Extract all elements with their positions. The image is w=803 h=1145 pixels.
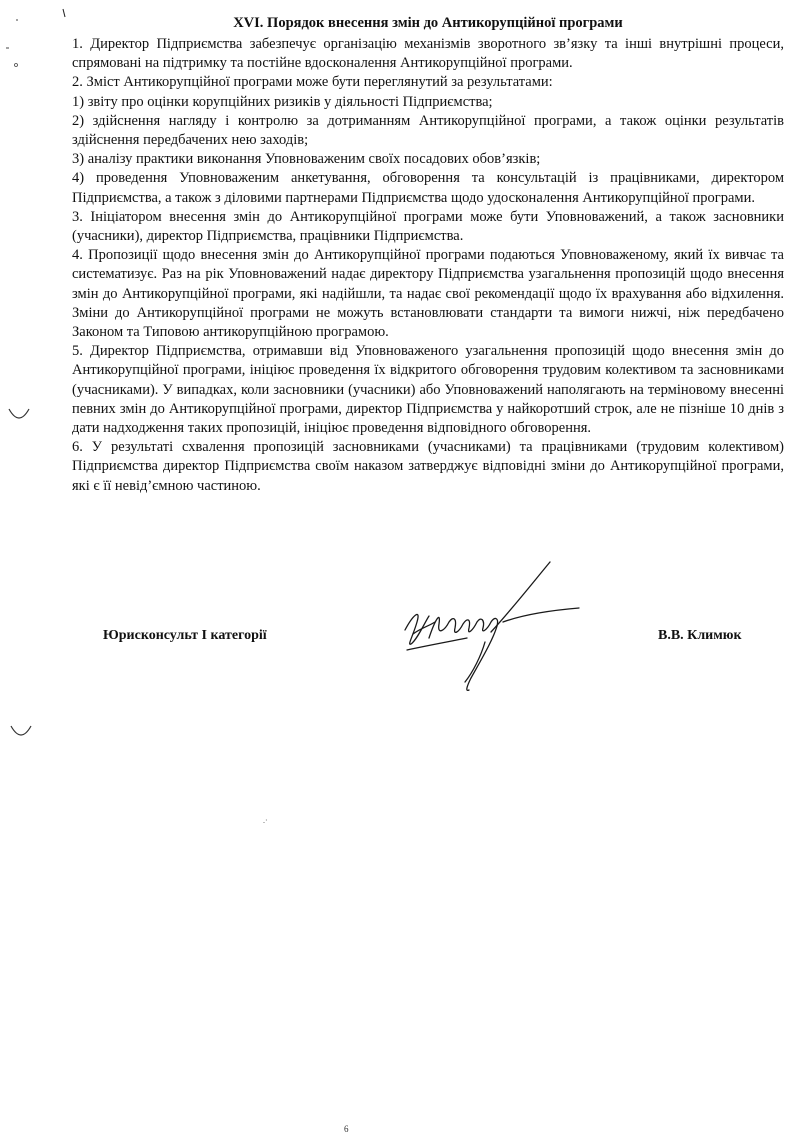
signature-block: [0, 560, 803, 700]
punch-hole-mark-icon: [6, 405, 32, 425]
paragraph: 4) проведення Уповноваженим анкетування, обговорення та консультацій із працівниками, директором Підприємства, а також з діловими партнерами Підприємства щодо удосконалення Антикорупційної програми.: [72, 170, 784, 206]
section-title: XVI. Порядок внесення змін до Антикорупційної програми: [233, 15, 623, 31]
handwritten-signature-icon: [395, 560, 590, 695]
paragraph: 5. Директор Підприємства, отримавши від Уповноваженого узагальнення пропозицій щодо внесення змін до Антикорупційної програми, ініціює проведення їх відкритого обговорення трудовим колективом та засновниками (учасниками). У випадках, коли засновники (учасники) або Уповноважений наполягають на терміновому внесенні певних змін до Антикорупційної програми, директор Підприємства у найкоротший строк, але не пізніше 10 днів з дати надходження таких пропозицій, ініціює проведення відповідного обговорення.: [72, 343, 784, 437]
paragraph: 2. Зміст Антикорупційної програми може бути переглянутий за результатами:: [72, 74, 553, 91]
paragraph: 3. Ініціатором внесення змін до Антикорупційної програми може бути Уповноважений, а також засновники (учасники), директор Підприємства, працівники Підприємства.: [72, 208, 784, 245]
signer-position: Юрисконсульт І категорії: [103, 628, 267, 643]
page-number: 6: [344, 1124, 349, 1134]
paragraph: 3) аналізу практики виконання Уповноваженим своїх посадових обов’язків;: [72, 151, 541, 168]
scan-speck: .·: [263, 816, 268, 825]
punch-hole-mark-icon: [8, 722, 34, 742]
signer-name: В.В. Климюк: [658, 628, 742, 643]
paragraph: 4. Пропозиції щодо внесення змін до Антикорупційної програми подаються Уповноваженому, який їх вивчає та систематизує. Раз на рік Уповноважений надає директору Підприємства узагальнення пропозицій щодо внесення змін до Антикорупційної програми, які надійшли, та надає свої рекомендації щодо їх врахування або відхилення. Зміни до Антикорупційної програми не можуть встановлювати стандарти та вимоги нижчі, ніж передбачено Законом та Типовою антикорупційною програмою.: [72, 247, 784, 341]
paragraph: 1. Директор Підприємства забезпечує організацію механізмів зворотного зв’язку та інші внутрішні процеси, спрямовані на підтримку та постійне вдосконалення Антикорупційної програми.: [72, 36, 784, 72]
paragraph: 1) звіту про оцінки корупційних ризиків у діяльності Підприємства;: [72, 93, 493, 110]
paragraph-list: [72, 35, 784, 496]
margin-speck-icon: [2, 10, 22, 70]
paragraph: 2) здійснення нагляду і контролю за дотриманням Антикорупційної програми, а також оцінки результатів здійснення передбачених нею заходів;: [72, 112, 784, 149]
document-body: [72, 14, 784, 496]
margin-speck-icon: [60, 8, 70, 22]
paragraph: 6. У результаті схвалення пропозицій засновниками (учасниками) та працівниками (трудовим колективом) Підприємства директор Підприємства своїм наказом затверджує відповідні зміни до Антикорупційної програми, які є її невід’ємною частиною.: [72, 439, 784, 494]
